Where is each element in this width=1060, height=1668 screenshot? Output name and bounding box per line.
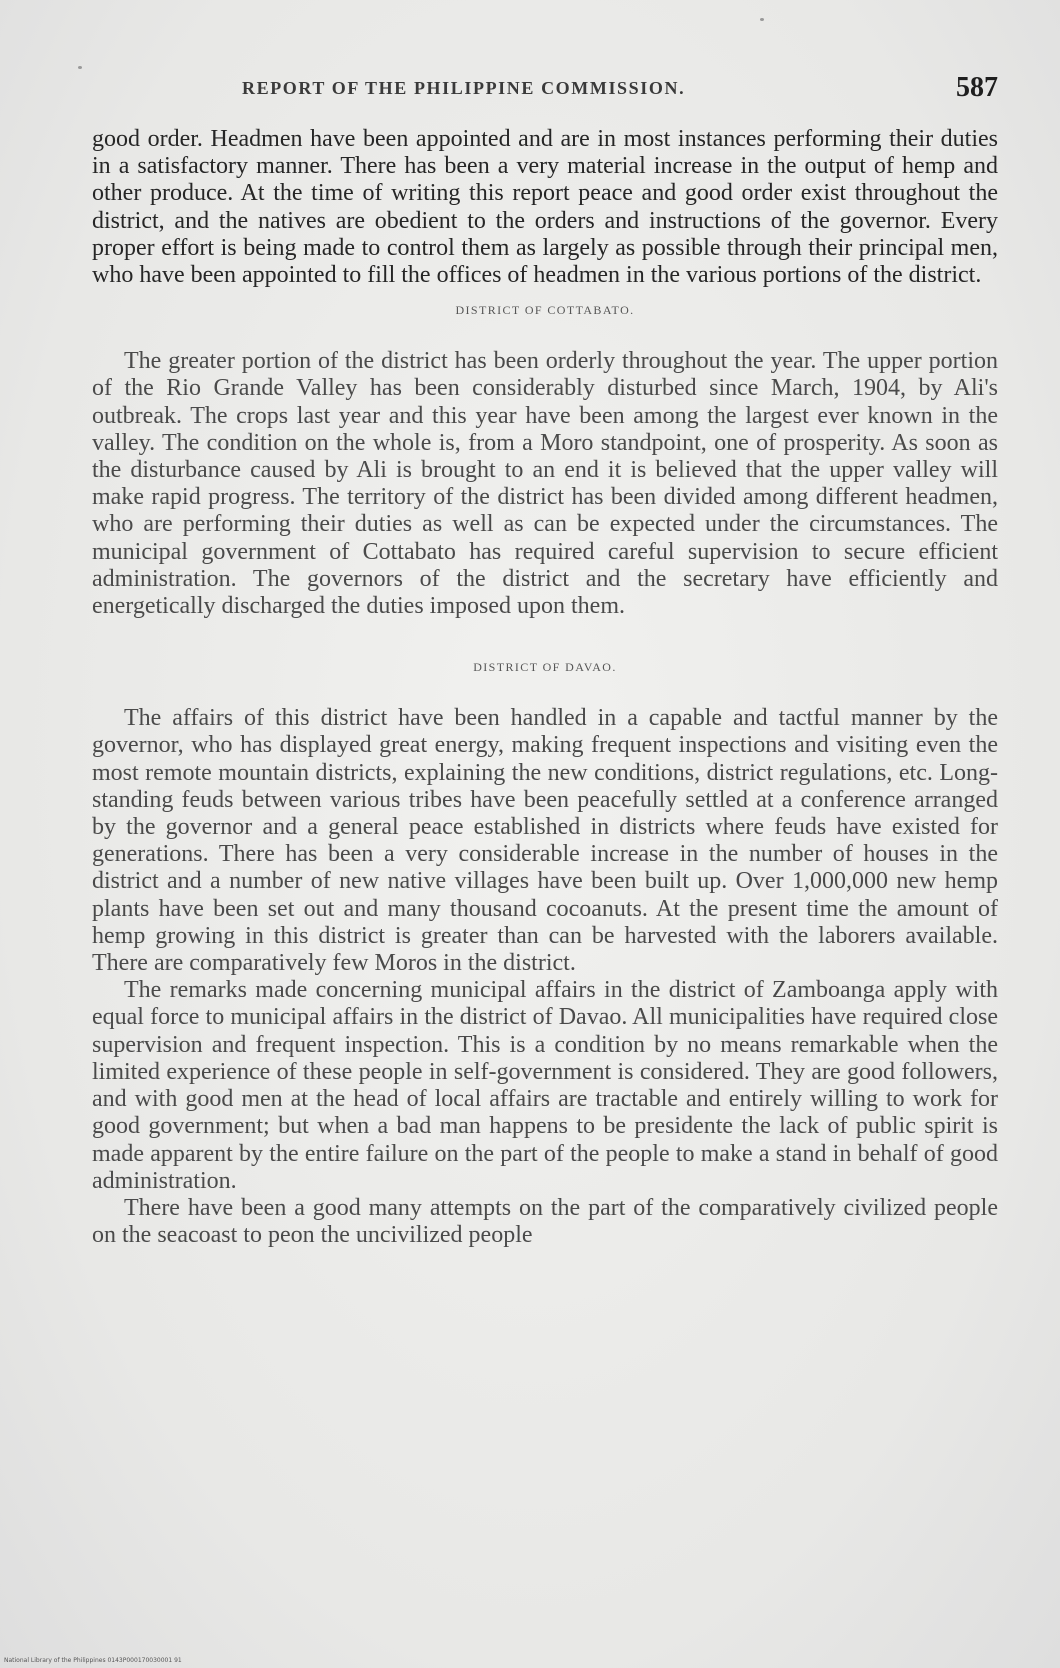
davao-paragraph-3: There have been a good many attempts on the part of the comparatively civilized people on the seacoast to peon the uncivilized people	[92, 1194, 998, 1249]
scan-credit: National Library of the Philippines 0143P000170030001 91	[4, 1657, 182, 1664]
intro-paragraph: good order. Headmen have been appointed and are in most instances performing their duties in a satisfactory manner. There has been a very material increase in the output of hemp and other produce. At the time of writing this report peace and good order exist throughout the district, and the natives are obedient to the orders and instructions of the governor. Every proper effort is being made to control them as largely as possible through their principal men, who have been appointed to fill the offices of headmen in the various portions of the district.	[92, 126, 998, 289]
running-title: REPORT OF THE PHILIPPINE COMMISSION.	[242, 78, 686, 98]
scan-speck	[760, 18, 764, 21]
body-text	[92, 126, 998, 1249]
section-heading-cottabato: DISTRICT OF COTTABATO.	[455, 303, 635, 318]
page-number: 587	[956, 72, 998, 103]
page-header	[92, 72, 998, 108]
davao-paragraph-2: The remarks made concerning municipal affairs in the district of Zamboanga apply with equal force to municipal affairs in the district of Davao. All municipalities have required close supervision and frequent inspection. This is a condition by no means remarkable when the limited experience of these people in self-government is considered. They are good followers, and with good men at the head of local affairs are tractable and entirely willing to work for good government; but when a bad man happens to be presidente the lack of public spirit is made apparent by the entire failure on the part of the people to make a stand in behalf of good administration.	[92, 977, 998, 1194]
section-heading-davao: DISTRICT OF DAVAO.	[473, 660, 617, 675]
scan-speck	[78, 66, 82, 69]
cottabato-paragraph: The greater portion of the district has been orderly throughout the year. The upper portion of the Rio Grande Valley has been considerably disturbed since March, 1904, by Ali's outbreak. The crops last year and this year have been among the largest ever known in the valley. The condition on the whole is, from a Moro standpoint, one of prosperity. As soon as the disturbance caused by Ali is brought to an end it is believed that the upper valley will make rapid progress. The territory of the district has been divided among different headmen, who are performing their duties as well as can be expected under the circumstances. The municipal government of Cottabato has required careful supervision to secure efficient administration. The governors of the district and the secretary have efficiently and energetically discharged the duties imposed upon them.	[92, 348, 998, 620]
davao-paragraph-1: The affairs of this district have been handled in a capable and tactful manner by the governor, who has displayed great energy, making frequent inspections and visiting even the most remote mountain districts, explaining the new conditions, district regulations, etc. Long-standing feuds between various tribes have been peacefully settled at a conference arranged by the governor and a general peace established in districts where feuds have existed for generations. There has been a very considerable increase in the number of houses in the district and a number of new native villages have been built up. Over 1,000,000 new hemp plants have been set out and many thousand cocoanuts. At the present time the amount of hemp growing in this district is greater than can be harvested with the laborers available. There are comparatively few Moros in the district.	[92, 705, 998, 977]
